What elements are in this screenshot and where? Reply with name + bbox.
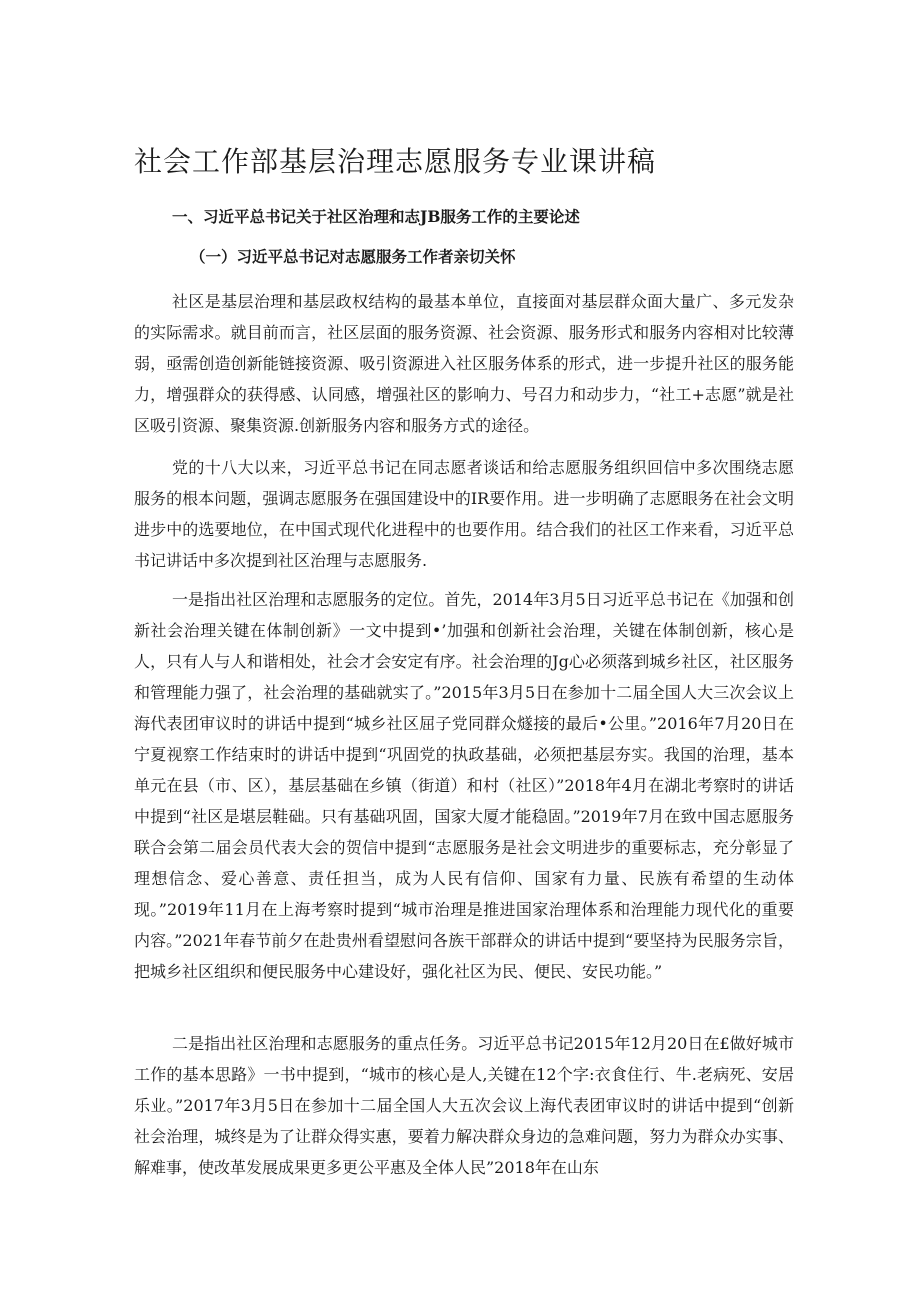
paragraph-4: 二是指出社区治理和志愿服务的重点任务。习近平总书记2015年12月20日在£做好城市工作的基本思路》一书中提到，“城市的核心是人,关键在12个字:衣食住行、牛.老病死、安居乐业。”2017年3月5日在参加十二届全国人大五次会议上海代表团审议时的讲话中提到“创新社会治理，城终是为了让群众得实惠，要着力解决群众身边的急难问题，努力为群众办实事、解难事，使改革发展成果更多更公平惠及全体人民”2018年在山东 [134,1034,794,1177]
subsection-heading: （一）习近平总书记对志愿服务工作者亲切关怀 [190,247,516,266]
paragraph-2: 党的十八大以来，习近平总书记在同志愿者谈话和给志愿服务组织回信中多次围绕志愿服务的根本问题，强调志愿服务在强国建设中的IR要作用。进一步明确了志愿眼务在社会文明进步中的选要地位，在中国式现代化进程中的也要作用。结合我们的社区工作来看，习近平总书记讲话中多次提到社区治理与志愿服务. [134,458,794,570]
section-heading: 一、习近平总书记关于社区治理和志JB服务工作的主要论述 [172,207,580,226]
paragraph-1: 社区是基层治理和基层政权结构的最基本单位，直接面对基层群众面大量广、多元发杂的实际需求。就目前而言，社区层面的服务资源、社会资源、服务形式和服务内容相对比较薄弱，亟需创造创新能链接资源、吸引资源进入社区服务体系的形式，进一步提升社区的服务能力，增强群众的获得感、认同感，增强社区的影响力、号召力和动步力，“社工+志愿”就是社区吸引资源、聚集资源.创新服务内容和服务方式的途径。 [134,292,794,435]
paragraph-3: 一是指出社区治理和志愿服务的定位。首先，2014年3月5日习近平总书记在《加强和创新社会治理关键在体制创新》一文中提到•’加强和创新社会治理，关键在体制创新，核心是人，只有人与人和谐相处，社会才会安定有序。社会治理的Jg心必须落到城乡社区，社区服务和管理能力强了，社会治理的基础就实了。”2015年3月5日在参加十二届全国人大三次会议上海代表团审议时的讲话中提到“城乡社区屈子党同群众燧接的最后•公里。”2016年7月20日在宁夏视察工作结束时的讲话中提到“巩固党的执政基础，必须把基层夯实。我国的治理，基本单元在县（市、区），基层基础在乡镇（街道）和村（社区）”2018年4月在湖北考察时的讲话中提到“社区是堪层鞋础。只有基础巩固，国家大厦才能稳固。”2019年7月在致中国志愿服务联合会第二届会员代表大会的贺信中提到“志愿服务是社会文明进步的重要标志，充分彰显了理想信念、爱心善意、责任担当，成为人民有信仰、国家有力量、民族有希望的生动体现。”2019年11月在上海考察时提到“城市治理是推进国家治理体系和治理能力现代化的重要内容。”2021年春节前夕在赴贵州看望慰问各族干部群众的讲话中提到“要坚持为民服务宗旨，把城乡社区组织和便民服务中心建设好，强化社区为民、便民、安民功能。” [134,590,794,981]
document-title: 社会工作部基层治理志愿服务专业课讲稿 [134,145,657,178]
